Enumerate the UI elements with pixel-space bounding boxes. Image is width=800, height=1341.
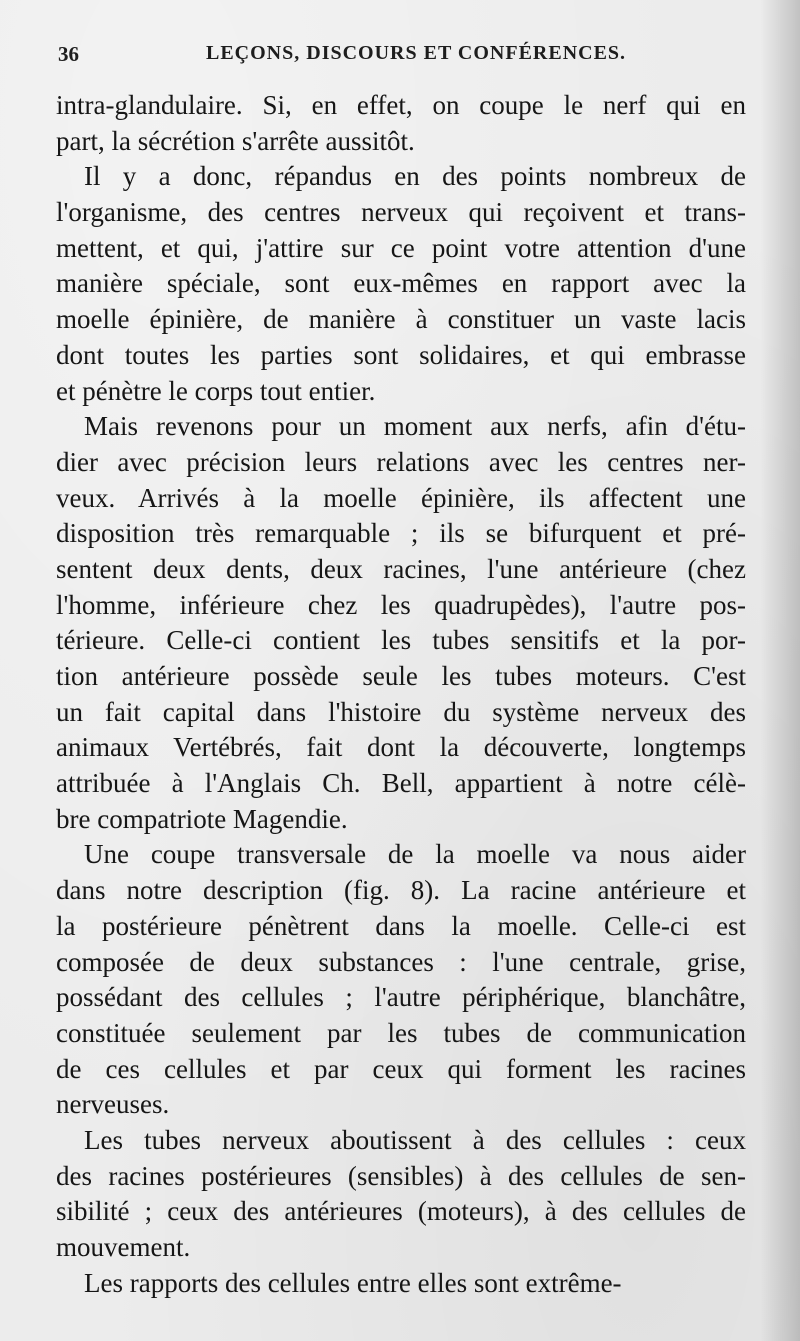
text-line: dier avec précision leurs relations avec les centres ner- — [56, 446, 746, 477]
text-line: l'organisme, des centres nerveux qui reçoivent et trans- — [56, 197, 746, 228]
text-line: animaux Vertébrés, fait dont la découverte, longtemps — [56, 732, 746, 763]
paragraph — [56, 159, 746, 409]
text-line: veux. Arrivés à la moelle épinière, ils affectent une — [56, 482, 746, 513]
text-line: composée de deux substances : l'une centrale, grise, — [56, 946, 746, 977]
spine-shadow — [760, 0, 800, 1341]
text-line: intra-glandulaire. Si, en effet, on coupe le nerf qui en — [56, 90, 746, 120]
paragraph — [56, 837, 746, 1123]
text-line: bre compatriote Magendie. — [56, 803, 348, 834]
text-line: disposition très remarquable ; ils se bifurquent et pré- — [56, 518, 746, 549]
text-line: dont toutes les parties sont solidaires, et qui embrasse — [56, 339, 746, 370]
text-line: part, la sécrétion s'arrête aussitôt. — [56, 125, 415, 156]
text-line: Une coupe transversale de la moelle va nous aider — [84, 839, 746, 870]
paragraph — [56, 88, 746, 159]
text-line: térieure. Celle-ci contient les tubes sensitifs et la por- — [56, 625, 746, 656]
text-line: Les tubes nerveux aboutissent à des cellules : ceux — [84, 1124, 746, 1155]
text-line: constituée seulement par les tubes de communication — [56, 1017, 746, 1048]
body-text — [56, 88, 746, 1301]
text-line: des racines postérieures (sensibles) à des cellules de sen- — [56, 1160, 746, 1191]
text-line: l'homme, inférieure chez les quadrupèdes), l'autre pos- — [56, 589, 746, 620]
text-line: dans notre description (fig. 8). La racine antérieure et — [56, 875, 746, 906]
text-line: possédant des cellules ; l'autre périphérique, blanchâtre, — [56, 982, 746, 1013]
text-line: attribuée à l'Anglais Ch. Bell, appartient à notre célè- — [56, 768, 746, 799]
text-line: et pénètre le corps tout entier. — [56, 375, 376, 406]
text-line: sentent deux dents, deux racines, l'une antérieure (chez — [56, 553, 746, 584]
paragraph — [56, 1266, 746, 1302]
text-line: manière spéciale, sont eux-mêmes en rapport avec la — [56, 268, 746, 299]
paragraph — [56, 409, 746, 837]
text-line: nerveuses. — [56, 1089, 170, 1120]
page-header — [58, 42, 748, 74]
text-line: Mais revenons pour un moment aux nerfs, afin d'étu- — [84, 411, 746, 442]
page-number: 36 — [58, 42, 79, 66]
running-title: LEÇONS, DISCOURS ET CONFÉRENCES. — [206, 42, 627, 64]
text-line: la postérieure pénètrent dans la moelle. Celle-ci est — [56, 910, 746, 941]
text-line: mouvement. — [56, 1232, 191, 1262]
text-line: un fait capital dans l'histoire du système nerveux des — [56, 696, 746, 727]
text-line: sibilité ; ceux des antérieures (moteurs), à des cellules de — [56, 1196, 746, 1227]
text-line: tion antérieure possède seule les tubes moteurs. C'est — [56, 661, 746, 691]
paragraph — [56, 1123, 746, 1266]
text-line: mettent, et qui, j'attire sur ce point votre attention d'une — [56, 232, 746, 263]
text-line: Les rapports des cellules entre elles sont extrême- — [84, 1267, 622, 1298]
text-line: Il y a donc, répandus en des points nombreux de — [84, 161, 746, 192]
text-line: moelle épinière, de manière à constituer un vaste lacis — [56, 304, 746, 335]
text-line: de ces cellules et par ceux qui forment les racines — [56, 1053, 746, 1084]
